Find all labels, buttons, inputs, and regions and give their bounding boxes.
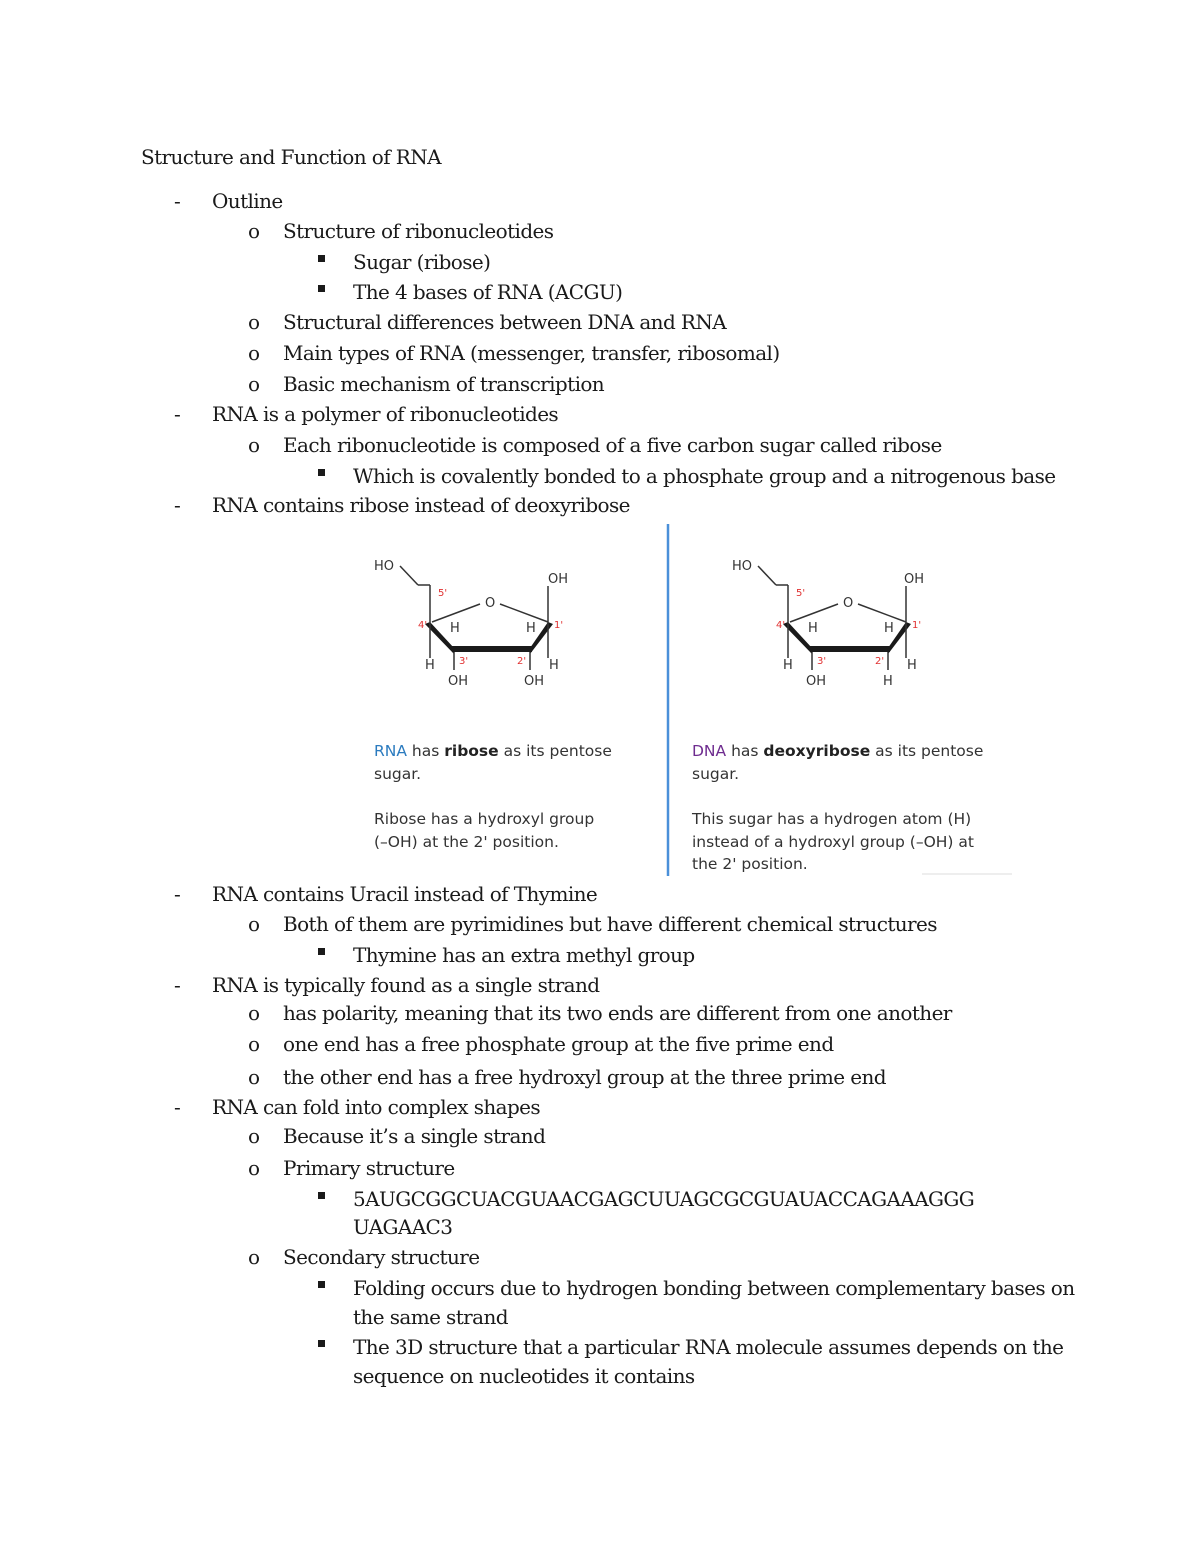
circle-bullet: o <box>248 433 261 457</box>
fold-heading: RNA can fold into complex shapes <box>212 1095 541 1119</box>
square-bullet-icon <box>318 948 325 955</box>
svg-text:4': 4' <box>776 620 786 631</box>
svg-text:H: H <box>808 621 818 636</box>
fold-because: Because it’s a single strand <box>283 1124 546 1148</box>
square-bullet-icon <box>318 1281 325 1288</box>
svg-text:OH: OH <box>806 674 827 689</box>
uracil-pyrimidines: Both of them are pyrimidines but have different chemical structures <box>283 912 937 936</box>
svg-text:OH: OH <box>524 674 545 689</box>
svg-text:1': 1' <box>912 620 922 631</box>
rna-description-line: Ribose has a hydroxyl group <box>374 810 595 828</box>
circle-bullet: o <box>248 219 261 243</box>
square-bullet-icon <box>318 469 325 476</box>
fold-folding-line: Folding occurs due to hydrogen bonding between complementary bases on <box>353 1276 1075 1300</box>
circle-bullet: o <box>248 1001 261 1025</box>
circle-bullet: o <box>248 912 261 936</box>
uracil-methyl: Thymine has an extra methyl group <box>353 943 695 967</box>
circle-bullet: o <box>248 1156 261 1180</box>
ribose-structure <box>374 559 568 689</box>
outline-item-structure: Structure of ribonucleotides <box>283 219 554 243</box>
dash-bullet: - <box>174 402 181 426</box>
page-title: Structure and Function of RNA <box>141 145 441 169</box>
square-bullet-icon <box>318 285 325 292</box>
dna-description-line: the 2' position. <box>692 855 808 873</box>
rna-description-line: (–OH) at the 2' position. <box>374 832 559 851</box>
square-bullet-icon <box>318 255 325 262</box>
fold-primary: Primary structure <box>283 1156 455 1180</box>
single-three-prime: the other end has a free hydroxyl group at the three prime end <box>283 1065 886 1089</box>
sequence-line: UAGAAC3 <box>353 1215 453 1239</box>
svg-text:3': 3' <box>817 656 827 667</box>
fold-shape-line: The 3D structure that a particular RNA molecule assumes depends on the <box>353 1335 1064 1359</box>
polymer-bonded: Which is covalently bonded to a phosphate group and a nitrogenous base <box>353 464 1056 488</box>
svg-text:H: H <box>425 658 435 673</box>
ribose-heading: RNA contains ribose instead of deoxyribose <box>212 493 630 517</box>
svg-text:HO: HO <box>732 559 753 574</box>
svg-text:5': 5' <box>438 588 448 599</box>
circle-bullet: o <box>248 310 261 334</box>
square-bullet-icon <box>318 1340 325 1347</box>
outline-item-differences: Structural differences between DNA and RNA <box>283 310 727 334</box>
ribose-deoxyribose-figure <box>362 522 1022 882</box>
dash-bullet: - <box>174 1095 181 1119</box>
rna-label: RNA <box>374 742 407 760</box>
deoxyribose-term: deoxyribose <box>763 742 871 760</box>
dna-description-line: This sugar has a hydrogen atom (H) <box>692 810 972 828</box>
uracil-heading: RNA contains Uracil instead of Thymine <box>212 882 598 906</box>
svg-text:2': 2' <box>875 656 885 667</box>
svg-text:3': 3' <box>459 656 469 667</box>
dna-description-line: instead of a hydroxyl group (–OH) at <box>692 832 974 851</box>
svg-text:HO: HO <box>374 559 395 574</box>
svg-text:OH: OH <box>548 572 569 587</box>
svg-text:O: O <box>485 596 496 611</box>
svg-text:H: H <box>450 621 460 636</box>
svg-text:4': 4' <box>418 620 428 631</box>
fold-secondary: Secondary structure <box>283 1245 480 1269</box>
polymer-heading: RNA is a polymer of ribonucleotides <box>212 402 559 426</box>
square-bullet-icon <box>318 1192 325 1199</box>
svg-text:2': 2' <box>517 656 527 667</box>
outline-subitem-bases: The 4 bases of RNA (ACGU) <box>353 280 623 304</box>
single-strand-heading: RNA is typically found as a single strand <box>212 973 600 997</box>
circle-bullet: o <box>248 1032 261 1056</box>
svg-text:H: H <box>549 658 559 673</box>
svg-text:1': 1' <box>554 620 564 631</box>
circle-bullet: o <box>248 1245 261 1269</box>
svg-text:OH: OH <box>904 572 925 587</box>
dna-caption: DNA has deoxyribose as its pentose sugar. This sugar has a hydrogen atom (H) instead of a hydroxyl group (–OH) at the 2' position. <box>692 740 983 876</box>
single-polarity: has polarity, meaning that its two ends are different from one another <box>283 1001 952 1025</box>
fold-folding-line: the same strand <box>353 1305 508 1329</box>
fold-shape-line: sequence on nucleotides it contains <box>353 1364 695 1388</box>
ribose-term: ribose <box>444 742 499 760</box>
outline-heading: Outline <box>212 189 283 213</box>
deoxyribose-structure <box>732 559 924 689</box>
dash-bullet: - <box>174 493 181 517</box>
circle-bullet: o <box>248 1065 261 1089</box>
circle-bullet: o <box>248 1124 261 1148</box>
outline-subitem-sugar: Sugar (ribose) <box>353 250 491 274</box>
circle-bullet: o <box>248 372 261 396</box>
outline-item-transcription: Basic mechanism of transcription <box>283 372 605 396</box>
outline-item-types: Main types of RNA (messenger, transfer, ribosomal) <box>283 341 780 365</box>
polymer-composed: Each ribonucleotide is composed of a five carbon sugar called ribose <box>283 433 942 457</box>
dash-bullet: - <box>174 973 181 997</box>
rna-caption: RNA has ribose as its pentose sugar. Ribose has a hydroxyl group (–OH) at the 2' position. <box>374 740 612 853</box>
svg-text:H: H <box>907 658 917 673</box>
svg-text:H: H <box>883 674 893 689</box>
svg-text:H: H <box>526 621 536 636</box>
svg-text:O: O <box>843 596 854 611</box>
svg-text:OH: OH <box>448 674 469 689</box>
sequence-line: 5AUGCGGCUACGUAACGAGCUUAGCGCGUAUACCAGAAAGGG <box>353 1187 975 1211</box>
dash-bullet: - <box>174 189 181 213</box>
circle-bullet: o <box>248 341 261 365</box>
dash-bullet: - <box>174 882 181 906</box>
single-five-prime: one end has a free phosphate group at the five prime end <box>283 1032 834 1056</box>
svg-text:H: H <box>783 658 793 673</box>
svg-text:5': 5' <box>796 588 806 599</box>
dna-label: DNA <box>692 742 727 760</box>
svg-text:H: H <box>884 621 894 636</box>
